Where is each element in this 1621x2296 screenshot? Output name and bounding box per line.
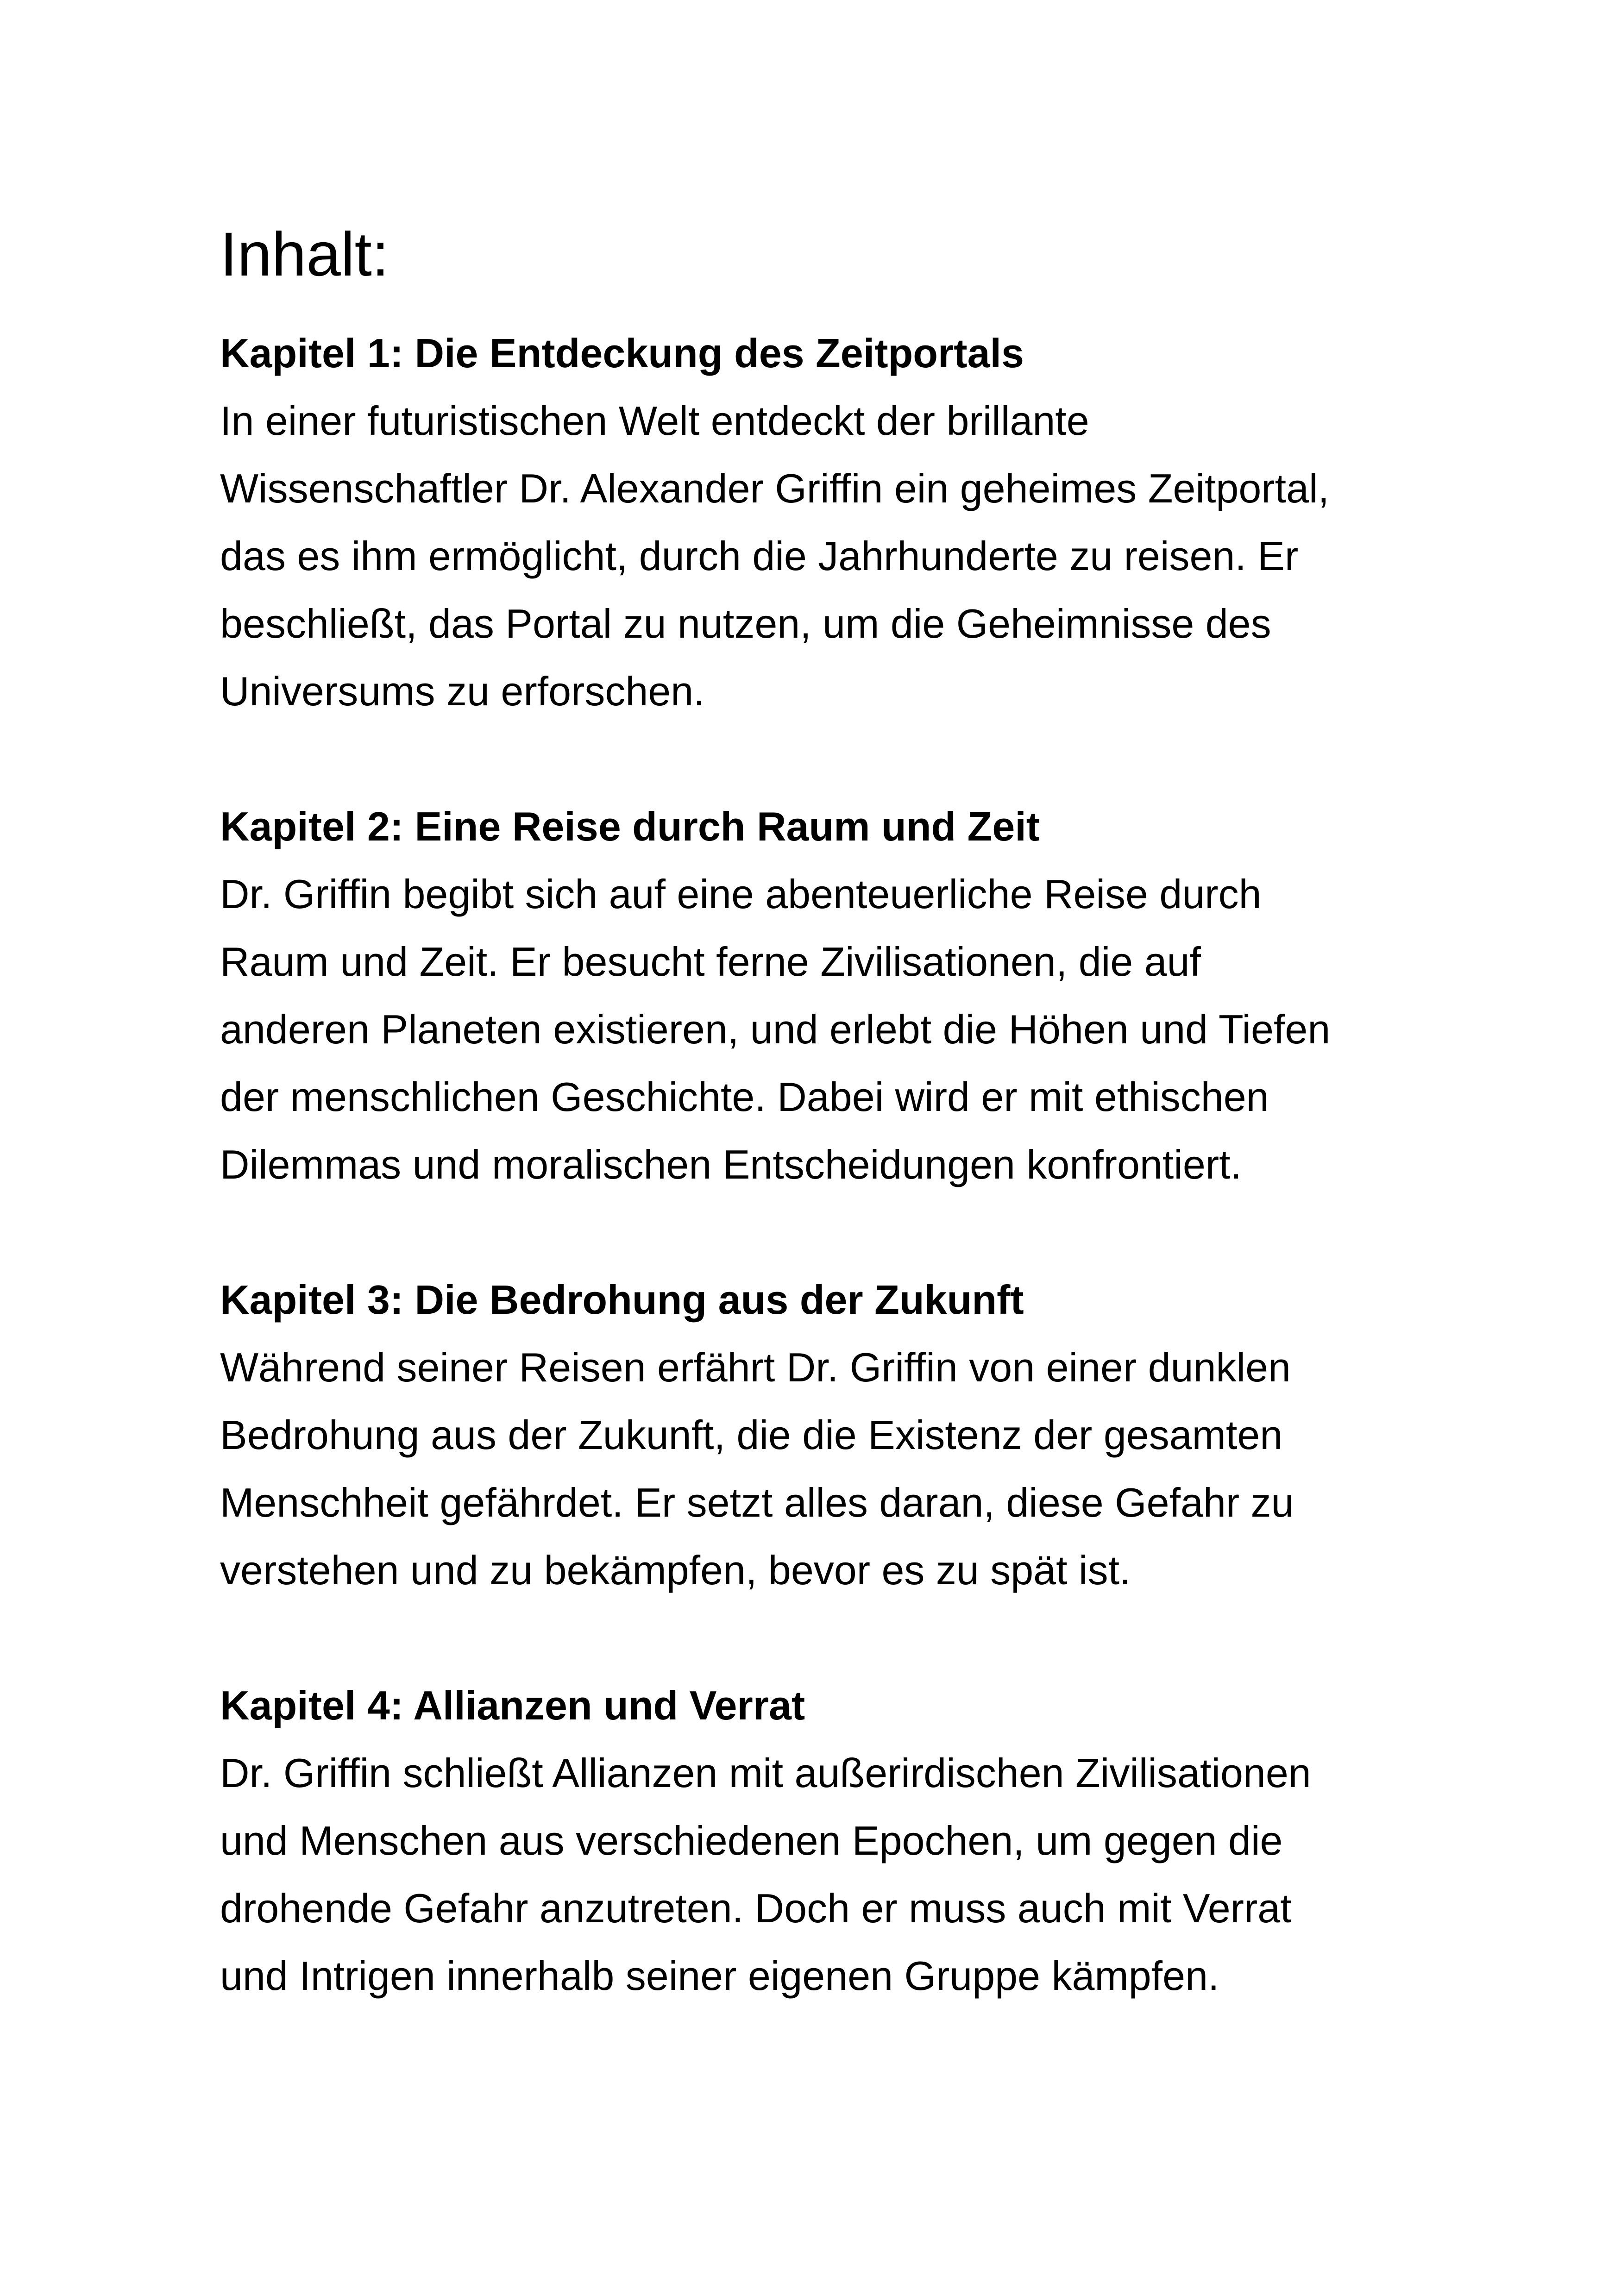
chapter-1 <box>220 320 1424 725</box>
chapter-4 <box>220 1672 1424 2010</box>
chapter-title: Kapitel 1: Die Entdeckung des Zeitportals <box>220 330 1024 376</box>
chapter-3 <box>220 1266 1424 1604</box>
chapter-text-line: beschließt, das Portal zu nutzen, um die Geheimnisse des <box>220 601 1271 646</box>
chapter-text-line: das es ihm ermöglicht, durch die Jahrhunderte zu reisen. Er <box>220 533 1299 579</box>
chapter-text-line: Universums zu erforschen. <box>220 668 705 714</box>
document-content <box>220 218 1424 2077</box>
chapter-text-line: Raum und Zeit. Er besucht ferne Zivilisationen, die auf <box>220 939 1201 985</box>
chapter-text-line: und Menschen aus verschiedenen Epochen, um gegen die <box>220 1818 1283 1863</box>
chapter-text-line: Wissenschaftler Dr. Alexander Griffin ein geheimes Zeitportal, <box>220 465 1329 511</box>
chapter-text-line: Dr. Griffin schließt Allianzen mit außerirdischen Zivilisationen <box>220 1750 1311 1796</box>
chapter-text-line: Während seiner Reisen erfährt Dr. Griffin von einer dunklen <box>220 1344 1291 1390</box>
chapter-title: Kapitel 2: Eine Reise durch Raum und Zeit <box>220 803 1040 849</box>
chapter-text-line: und Intrigen innerhalb seiner eigenen Gruppe kämpfen. <box>220 1953 1219 1999</box>
chapter-2 <box>220 793 1424 1198</box>
chapter-text-line: Menschheit gefährdet. Er setzt alles daran, diese Gefahr zu <box>220 1480 1294 1525</box>
chapter-text-line: anderen Planeten existieren, und erlebt die Höhen und Tiefen <box>220 1006 1331 1052</box>
chapter-text-line: verstehen und zu bekämpfen, bevor es zu spät ist. <box>220 1547 1131 1593</box>
chapter-title: Kapitel 4: Allianzen und Verrat <box>220 1682 805 1728</box>
chapter-text-line: drohende Gefahr anzutreten. Doch er muss auch mit Verrat <box>220 1885 1292 1931</box>
chapter-text-line: In einer futuristischen Welt entdeckt der brillante <box>220 398 1089 444</box>
chapter-text-line: Dr. Griffin begibt sich auf eine abenteuerliche Reise durch <box>220 871 1262 917</box>
chapter-text-line: der menschlichen Geschichte. Dabei wird er mit ethischen <box>220 1074 1269 1120</box>
chapter-text-line: Bedrohung aus der Zukunft, die die Existenz der gesamten <box>220 1412 1283 1458</box>
chapter-title: Kapitel 3: Die Bedrohung aus der Zukunft <box>220 1277 1024 1323</box>
page-heading: Inhalt: <box>220 220 390 289</box>
chapter-text-line: Dilemmas und moralischen Entscheidungen konfrontiert. <box>220 1142 1242 1187</box>
